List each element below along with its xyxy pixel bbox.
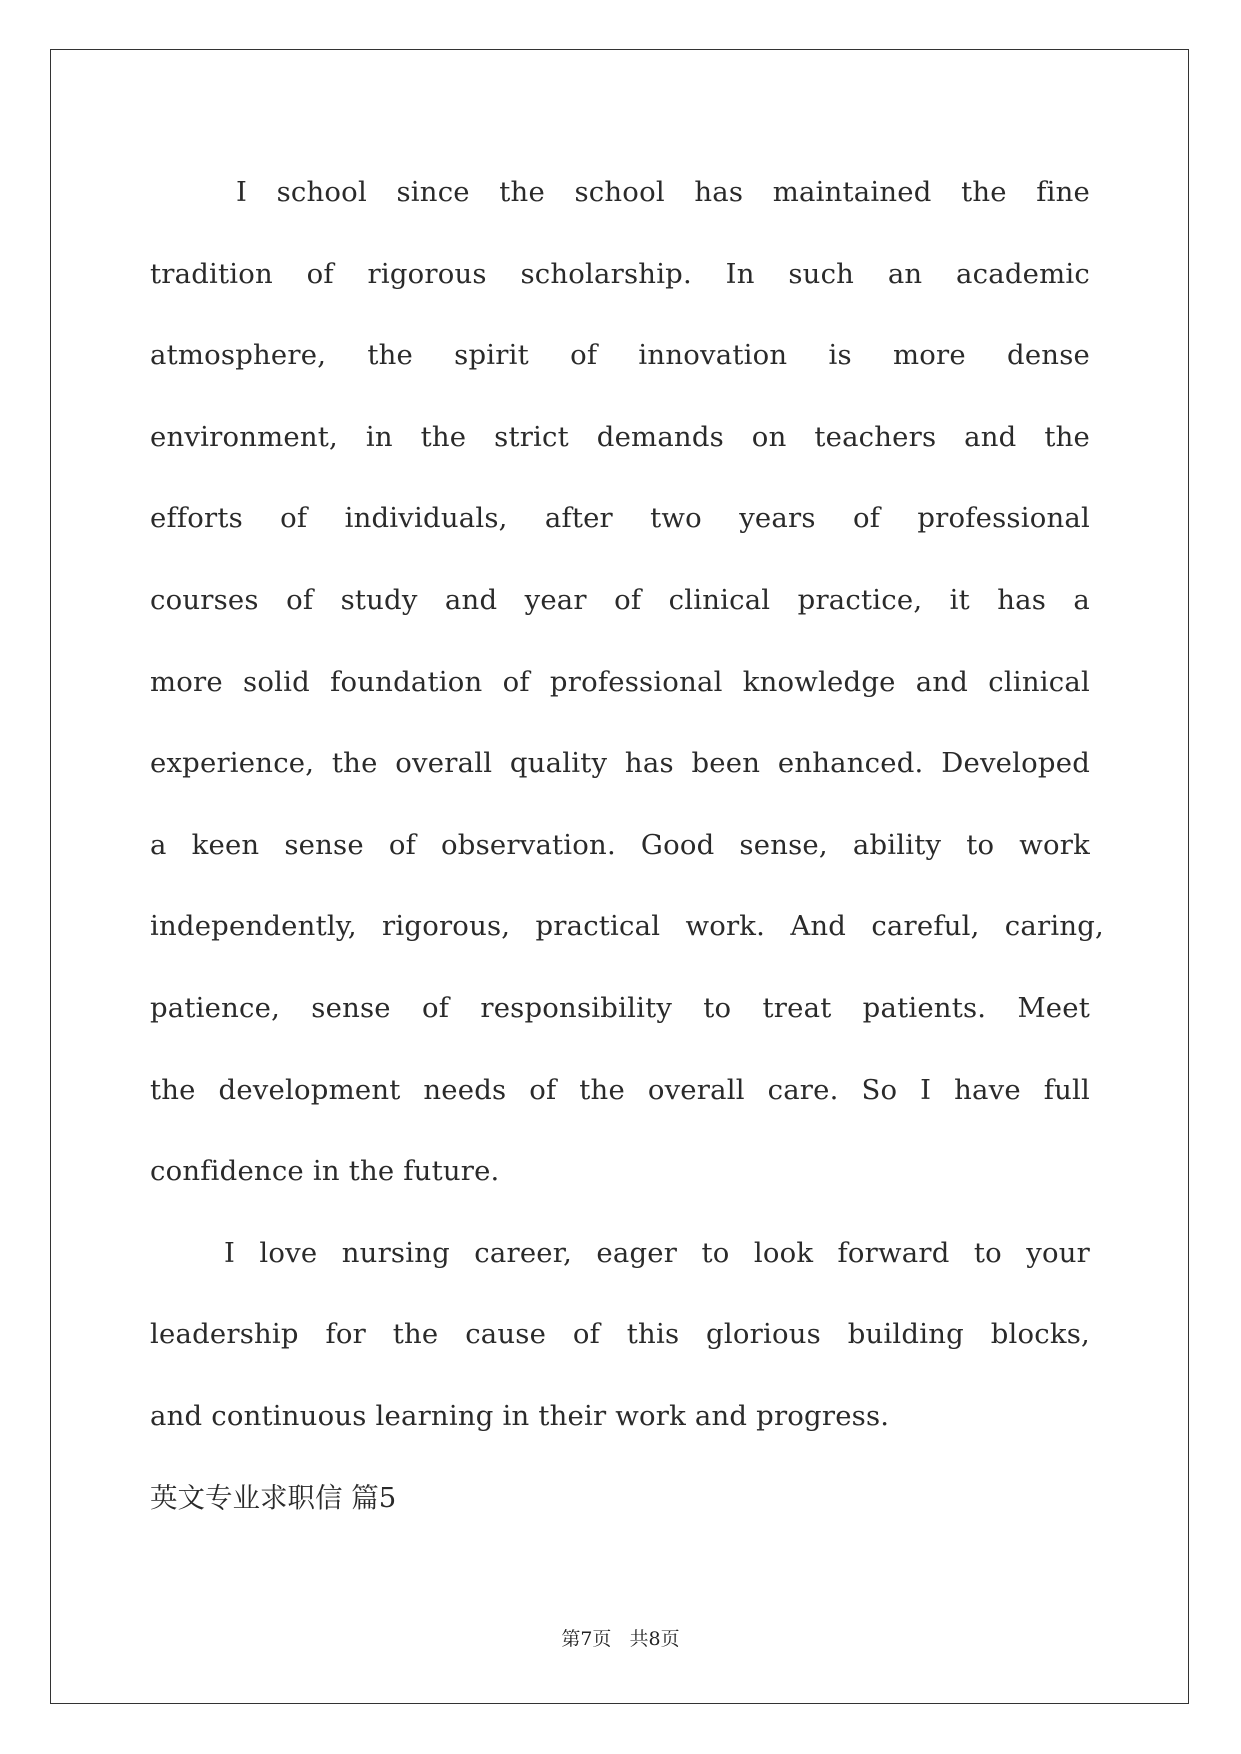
document-body <box>150 152 1104 1539</box>
paragraph-line: a keen sense of observation. Good sense, ability to work <box>150 828 1090 861</box>
section-heading: 英文专业求职信 篇5 <box>150 1481 397 1514</box>
paragraph-1 <box>150 152 1104 1213</box>
paragraph-line: independently, rigorous, practical work. And careful, caring, <box>150 910 1104 943</box>
paragraph-line: experience, the overall quality has been enhanced. Developed <box>150 747 1090 780</box>
paragraph-line: tradition of rigorous scholarship. In such an academic <box>150 257 1090 290</box>
paragraph-line: environment, in the strict demands on teachers and the <box>150 420 1090 453</box>
paragraph-line: I love nursing career, eager to look forward to your <box>224 1236 1090 1269</box>
paragraph-line: patience, sense of responsibility to treat patients. Meet <box>150 991 1090 1024</box>
paragraph-line: the development needs of the overall care. So I have full <box>150 1073 1090 1106</box>
paragraph-line: leadership for the cause of this glorious building blocks, <box>150 1318 1090 1351</box>
page-number: 第7页 共8页 <box>561 1628 680 1650</box>
paragraph-line: courses of study and year of clinical practice, it has a <box>150 583 1090 616</box>
paragraph-line: I school since the school has maintained the fine <box>236 176 1090 208</box>
paragraph-line: confidence in the future. <box>150 1155 500 1188</box>
paragraph-line: and continuous learning in their work and progress. <box>150 1399 890 1432</box>
paragraph-2 <box>150 1213 1090 1458</box>
paragraph-line: efforts of individuals, after two years of professional <box>150 502 1090 535</box>
paragraph-line: atmosphere, the spirit of innovation is more dense <box>150 339 1090 372</box>
paragraph-line: more solid foundation of professional knowledge and clinical <box>150 665 1090 698</box>
